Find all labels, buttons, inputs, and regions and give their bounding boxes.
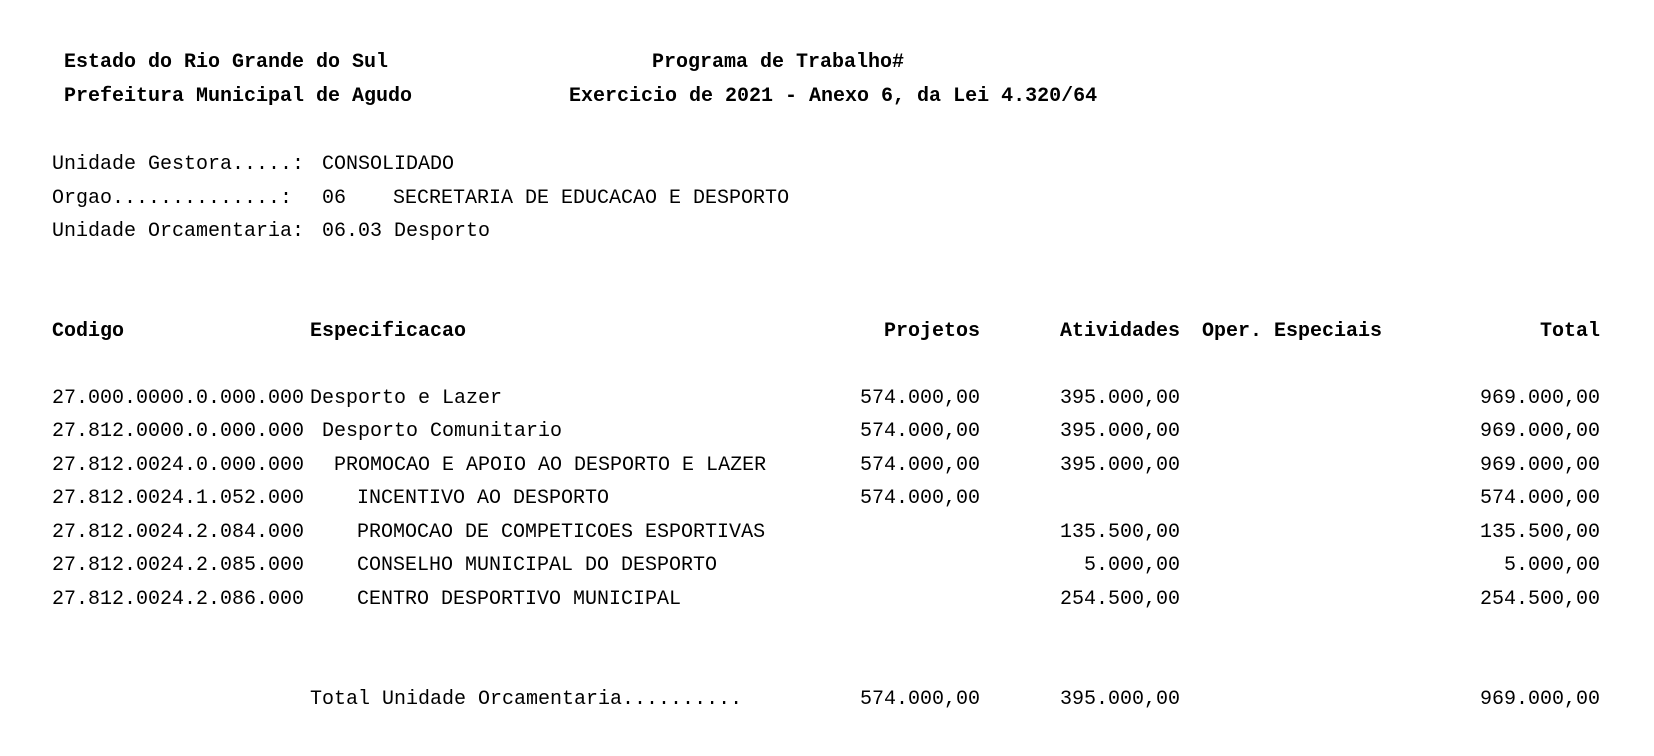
orcamentaria-label: Unidade Orcamentaria: — [52, 220, 305, 243]
totals-label: Total Unidade Orcamentaria.......... — [310, 688, 743, 711]
gestora-label: Unidade Gestora.....: — [52, 153, 305, 176]
cell-especificacao: CENTRO DESPORTIVO MUNICIPAL — [357, 588, 682, 611]
cell-especificacao: Desporto Comunitario — [322, 420, 563, 443]
cell-codigo: 27.812.0024.1.052.000 — [52, 487, 305, 510]
orgao-label: Orgao..............: — [52, 187, 293, 210]
header-oper-especiais: Oper. Especiais — [1202, 320, 1383, 343]
cell-total: 969.000,00 — [1479, 387, 1600, 410]
totals-atividades: 395.000,00 — [1059, 688, 1180, 711]
state-name: Estado do Rio Grande do Sul — [64, 51, 389, 74]
cell-total: 5.000,00 — [1503, 554, 1600, 577]
cell-atividades: 395.000,00 — [1059, 387, 1180, 410]
gestora-value: CONSOLIDADO — [322, 153, 455, 176]
cell-total: 574.000,00 — [1479, 487, 1600, 510]
cell-especificacao: PROMOCAO DE COMPETICOES ESPORTIVAS — [357, 521, 766, 544]
header-projetos: Projetos — [883, 320, 980, 343]
cell-projetos: 574.000,00 — [859, 420, 980, 443]
cell-projetos: 574.000,00 — [859, 454, 980, 477]
header-total: Total — [1539, 320, 1600, 343]
exercise-title: Exercicio de 2021 - Anexo 6, da Lei 4.320/64 — [569, 85, 1098, 108]
cell-especificacao: INCENTIVO AO DESPORTO — [357, 487, 610, 510]
cell-total: 135.500,00 — [1479, 521, 1600, 544]
header-codigo: Codigo — [52, 320, 125, 343]
header-especificacao: Especificacao — [310, 320, 467, 343]
cell-especificacao: CONSELHO MUNICIPAL DO DESPORTO — [357, 554, 718, 577]
program-title: Programa de Trabalho# — [652, 51, 905, 74]
cell-atividades: 135.500,00 — [1059, 521, 1180, 544]
cell-codigo: 27.812.0000.0.000.000 — [52, 420, 305, 443]
cell-especificacao: PROMOCAO E APOIO AO DESPORTO E LAZER — [334, 454, 767, 477]
cell-total: 969.000,00 — [1479, 454, 1600, 477]
orgao-name: SECRETARIA DE EDUCACAO E DESPORTO — [393, 187, 790, 210]
cell-codigo: 27.812.0024.2.086.000 — [52, 588, 305, 611]
cell-atividades: 254.500,00 — [1059, 588, 1180, 611]
cell-codigo: 27.812.0024.0.000.000 — [52, 454, 305, 477]
totals-projetos: 574.000,00 — [859, 688, 980, 711]
cell-atividades: 395.000,00 — [1059, 420, 1180, 443]
orgao-code: 06 — [322, 187, 347, 210]
cell-codigo: 27.812.0024.2.084.000 — [52, 521, 305, 544]
cell-projetos: 574.000,00 — [859, 387, 980, 410]
totals-total: 969.000,00 — [1479, 688, 1600, 711]
header-atividades: Atividades — [1059, 320, 1180, 343]
orcamentaria-value: 06.03 Desporto — [322, 220, 491, 243]
cell-total: 254.500,00 — [1479, 588, 1600, 611]
cell-total: 969.000,00 — [1479, 420, 1600, 443]
cell-projetos: 574.000,00 — [859, 487, 980, 510]
cell-codigo: 27.000.0000.0.000.000 — [52, 387, 305, 410]
cell-atividades: 395.000,00 — [1059, 454, 1180, 477]
cell-atividades: 5.000,00 — [1083, 554, 1180, 577]
municipality-name: Prefeitura Municipal de Agudo — [64, 85, 413, 108]
cell-codigo: 27.812.0024.2.085.000 — [52, 554, 305, 577]
cell-especificacao: Desporto e Lazer — [310, 387, 503, 410]
